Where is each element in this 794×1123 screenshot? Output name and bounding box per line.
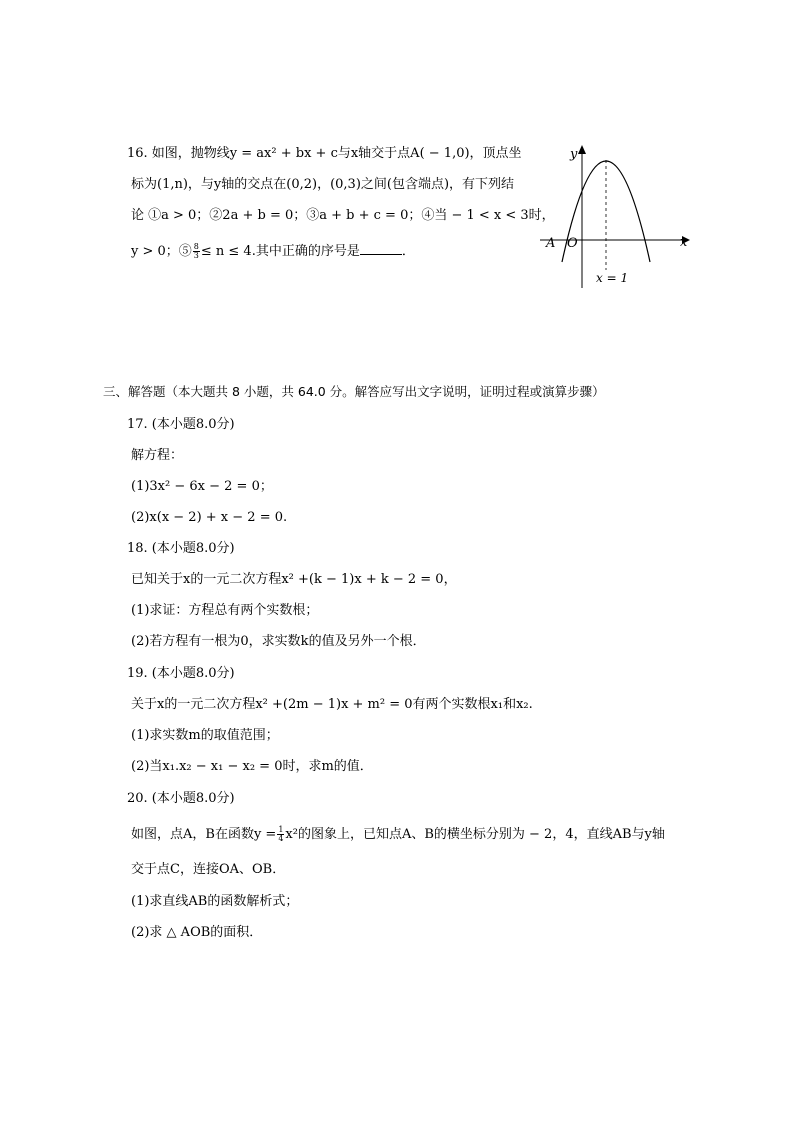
q18-part-1: (1)求证：方程总有两个实数根； (131, 603, 319, 618)
q16-line-3: 论 ①a > 0；②2a + b = 0；③a + b + c = 0；④当 − 1 < x < 3时， (131, 208, 555, 223)
symmetry-axis-label: x = 1 (596, 271, 629, 285)
parabola-graph (540, 140, 700, 290)
fraction-8-3 (193, 243, 200, 260)
q19-head: 19. (本小题8.0分) (127, 666, 235, 681)
q16-line-4-pre: y > 0；⑤ (131, 244, 192, 259)
fraction-numerator: 1 (278, 825, 284, 834)
q18-head: 18. (本小题8.0分) (127, 541, 235, 556)
q17-part-1: (1)3x² − 6x − 2 = 0； (131, 479, 273, 494)
q20-stem-2: 交于点C，连接OA、OB． (131, 862, 286, 877)
q16-line-4-post: ≤ n ≤ 4.其中正确的序号是 (200, 244, 360, 259)
q20-part-2: (2)求 △ AOB的面积． (131, 925, 263, 940)
q17-head: 17. (本小题8.0分) (127, 417, 235, 432)
point-a-label: A (546, 236, 556, 251)
section-3-header: 三、解答题（本大题共 8 小题，共 64.0 分。解答应写出文字说明，证明过程或演算步骤） (103, 384, 605, 399)
q16-line-1: 16. 如图，抛物线y = ax² + bx + c与x轴交于点A( − 1,0)，顶点坐 (127, 146, 522, 161)
fraction-1-4 (277, 826, 284, 843)
x-axis-label: x (680, 235, 688, 250)
y-axis-label: y (570, 147, 578, 162)
q18-part-2: (2)若方程有一根为0，求实数k的值及另外一个根． (131, 634, 426, 649)
q20-stem-post: x²的图象上，已知点A、B的横坐标分别为 − 2，4，直线AB与y轴 (285, 827, 665, 842)
q19-part-2: (2)当x₁.x₂ − x₁ − x₂ = 0时，求m的值． (131, 759, 373, 774)
fraction-numerator: 8 (193, 242, 199, 251)
q16-line-2: 标为(1,n)，与y轴的交点在(0,2)，(0,3)之间(包含端点)，有下列结 (131, 177, 515, 192)
q16-line-4-end: ． (401, 244, 415, 259)
y-axis-arrow (578, 145, 586, 154)
fraction-denominator: 4 (278, 834, 284, 843)
answer-blank[interactable] (360, 242, 402, 255)
origin-label: O (567, 236, 578, 251)
q17-intro: 解方程： (131, 448, 184, 463)
q19-part-1: (1)求实数m的取值范围； (131, 728, 279, 743)
q20-stem-pre: 如图，点A，B在函数y = (131, 827, 277, 842)
q19-stem: 关于x的一元二次方程x² +(2m − 1)x + m² = 0有两个实数根x₁和x₂. (131, 697, 533, 712)
q20-head: 20. (本小题8.0分) (127, 791, 235, 806)
fraction-denominator: 3 (193, 251, 199, 260)
q17-part-2: (2)x(x − 2) + x − 2 = 0. (131, 510, 288, 525)
q20-part-1: (1)求直线AB的函数解析式； (131, 894, 299, 909)
q16-line-4 (131, 242, 415, 262)
q18-stem: 已知关于x的一元二次方程x² +(k − 1)x + k − 2 = 0， (131, 572, 457, 587)
q20-stem-1 (131, 825, 665, 845)
